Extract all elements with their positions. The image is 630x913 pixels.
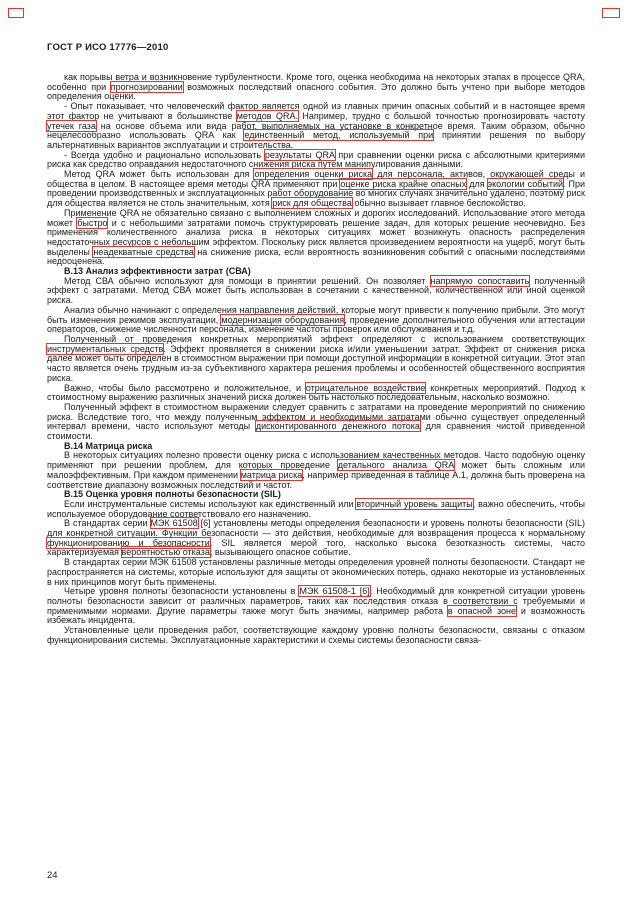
text-segment: на основе объема или вида работ, выполняемых на установке в конкретное время. Таким образом, обычно нецелесообразно использовать QRA как [47,120,586,141]
text-segment: возможных последствий опасного события. Это должно быть учтено при выборе методов определения оценки. [47,81,585,102]
red-annotation-box: оценке риска крайне опасных [340,178,467,189]
red-annotation-box: МЭК 61508-1 [6] [299,586,370,597]
paragraph [47,384,585,403]
text-segment: , например приведенная в таблице А.1, должна быть проверена на соответствие диапазону возможных последствий и частот. [47,469,586,490]
paragraph [47,626,585,645]
text-segment: принятии решения по выбору альтернативных вариантов эксплуатации и строительства. [47,130,585,150]
text-segment: Анализ обычно начинают с определения направления действий, которые могут привести к получению прибыли. Это могут быть изменения режимов эксплуатации, [47,304,585,325]
text-segment: , проведение дополнительного обучения или аттестации операторов, снижение численности персонала, изменение частоты проверок или обслуживания и т.д. [47,314,585,335]
red-annotation-box: единственный метод, используемый при [244,130,434,141]
red-annotation-box: результаты QRA [264,149,335,160]
text-segment: для [466,178,488,189]
text-segment: В стандартах серии [64,518,151,529]
text-segment: [6] установлены методы определения безопасности и уровень полноты безопасности (SIL) для конкретной ситуации. Функции безопасности — это действия, необходимые для возвращения процесса к нормальному [47,518,585,539]
text-segment: , важно обеспечить, чтобы используемое оборудование соответствовало его назначению. [47,498,585,519]
text-segment: Метод QRA может быть использован для [64,169,255,180]
paragraph [47,102,585,151]
red-annotation-box: дисконтированного денежного потока [255,421,420,432]
paragraph [47,277,585,306]
red-annotation-box: отрицательное воздействие [305,382,426,393]
paragraph [47,170,585,209]
text-segment: для сравнения чистой приведенной стоимости. [47,421,585,442]
red-annotation-box: прогнозировании [110,81,183,92]
red-annotation-box: определения оценки риска [254,169,373,180]
text-segment: В стандартах серии МЭК 61508 установлены различные методы определения уровней полноты безопасности. Стандарт не распространяется на системы, которые используют для защиты от экономических потерь, однако некоторые из установленных в них принципов могут быть применены. [47,557,585,587]
red-annotation-box: инструментальных средств [47,343,164,354]
text-segment: Метод СВА обычно используют для помощи в принятии решений. Он позволяет [64,275,431,286]
red-annotation-box: функционированию и безопасности [47,537,210,548]
red-annotation-box: неадекватные средства [93,246,194,257]
paragraph [47,209,585,267]
text-segment: Полученный эффект в стоимостном выражении следует сравнить с затратами на проведение мероприятий по снижению риска. Вследствие того, что между полученным эффектом и необходимыми затратами обычно существует определенный интервал времени, часто используют методы [47,401,585,432]
text-segment: Применение QRA не обязательно связано с выполнением сложных и дорогих исследований. Использование этого метода может [47,207,585,228]
paragraph [47,587,585,626]
text-segment: В некоторых ситуациях полезно провести оценку риска с использованием качественных методов. Часто подобную оценку применяют при решении проблем, для которых проведение [47,450,585,471]
text-segment: и возможность избежать инцидента. [47,605,585,626]
text-segment: обычно вызывает главное беспокойство. [351,198,526,209]
text-column [47,73,585,645]
text-segment: Четыре уровня полноты безопасности установлены в [64,586,300,597]
text-segment: , вызывающего опасное событие. [209,547,351,558]
text-segment: Установленные цели проведения работ, соответствующие каждому уровню полноты безопасности, связаны с отказом функционирования системы. Эксплуатационные характеристики и схемы системы безопасности связа- [47,625,585,645]
red-annotation-box: вторичный уровень защиты [356,498,473,509]
text-segment: . Эффект проявляется в снижении риска и/или уменьшении затрат. Эффект от снижения риска далее может быть определен в стоимостном выражении при помощи доступной информации в конкретной ситуации. Этот этап часто является очень трудным из-за субъективного характера решения проблемы и особенностей общественного восприятия риска. [47,343,585,383]
paragraph [47,335,585,384]
text-segment: как порывы ветра и возникновение турбулентности. Кроме того, оценка необходима на некоторых этапах в процессе QRA, особенно при [47,72,585,92]
text-segment: Полученный от проведения конкретных мероприятий эффект определяют с использованием соответствующих [64,333,585,344]
paragraph [47,500,585,519]
red-annotation-box: матрица риска [240,469,303,480]
text-segment: может быть сложным или малоэффективным. При каждом применении [47,460,586,480]
text-segment: В.14 Матрица риска [64,440,153,451]
red-annotation-box: напрямую сопоставить [430,275,530,286]
text-segment: для персонала, активов, окружающей среды и общества в целом. В настоящее время методы QRA применяют при [47,169,585,189]
paragraph [47,451,585,490]
red-annotation-box: методов QRA. [236,110,298,121]
text-segment: - Опыт показывает, что человеческий фактор является одной из главных причин опасных событий и в настоящее время этот фактор не учитывают в большинстве [47,101,585,121]
paragraph [47,519,585,558]
red-corner-mark-left [8,8,24,18]
page-number: 24 [47,870,58,881]
text-segment: . Необходимый для конкретной ситуации уровень полноты безопасности зависит от различных параметров, таких как последствия отказа в соответствии с требуемыми и применимыми нормами. Другие параметры также могут быть значимы, например работа [47,586,585,616]
text-segment: Например, трудно с большой точностью прогнозировать частоту [297,110,586,121]
red-annotation-box: вероятностью отказа [121,547,210,558]
text-segment: В.15 Оценка уровня полноты безопасности (SIL) [64,489,281,500]
red-annotation-box: быстро [77,217,108,228]
red-annotation-box: в опасной зоне [447,605,516,616]
paragraph [47,558,585,587]
text-segment: В.13 Анализ эффективности затрат (СВА) [64,266,251,277]
red-corner-mark-right [602,8,620,18]
red-annotation-box: модернизация оборудования [221,314,345,325]
text-segment: при сравнении оценки риска с абсолютными критериями риска как средство оправдания недостаточного снижения риска путем манипулирования данными. [47,149,585,170]
text-segment: и с небольшими затратами помочь структурировать решение задач, для которых решение неочевидно. Без применения количественного анализа риска в некоторых ситуациях может возникнуть опасность распределения недостаточных ресурсов с небольшим эффектом. Поскольку риск является произведением вероятности на ущерб, могут быть выделены [47,217,585,257]
text-segment: конкретных мероприятий. Подход к стоимостному выражению различных значений риска должен быть настолько последовательным, насколько возможно. [47,382,585,403]
text-segment: . SIL является мерой того, насколько высока безотказность системы, часто характеризуемая [47,537,585,558]
red-annotation-box: утечек газа [47,120,96,131]
paragraph [47,403,585,442]
text-segment: - Всегда удобно и рационально использовать [64,149,265,160]
red-annotation-box: экологии событий [487,178,564,189]
paragraph [47,73,585,102]
red-annotation-box: риск для общества [272,198,352,209]
red-annotation-box: детального анализа QRA [337,460,454,471]
text-segment: . При проведении производственных и эксплуатационных работ оборудование во многих случаях значительно удалено, поэтому риск для общества является не столь значительным, хотя [47,178,585,209]
text-segment: Если инструментальные системы используют как единственный или [64,498,357,509]
paragraph [47,306,585,335]
red-annotation-box: МЭК 61508 [150,518,198,529]
paragraph [47,151,585,170]
text-segment: Важно, чтобы было рассмотрено и положительное, и [64,382,306,393]
document-header: ГОСТ Р ИСО 17776—2010 [47,42,169,53]
text-segment: на снижение риска, если вероятность возникновения событий с опасными последствиями недооценена. [47,246,586,267]
text-segment: полученный эффект с затратами. Метод СВА может быть использован в сочетании с качественной, количественной или иной оценкой риска. [47,275,585,306]
